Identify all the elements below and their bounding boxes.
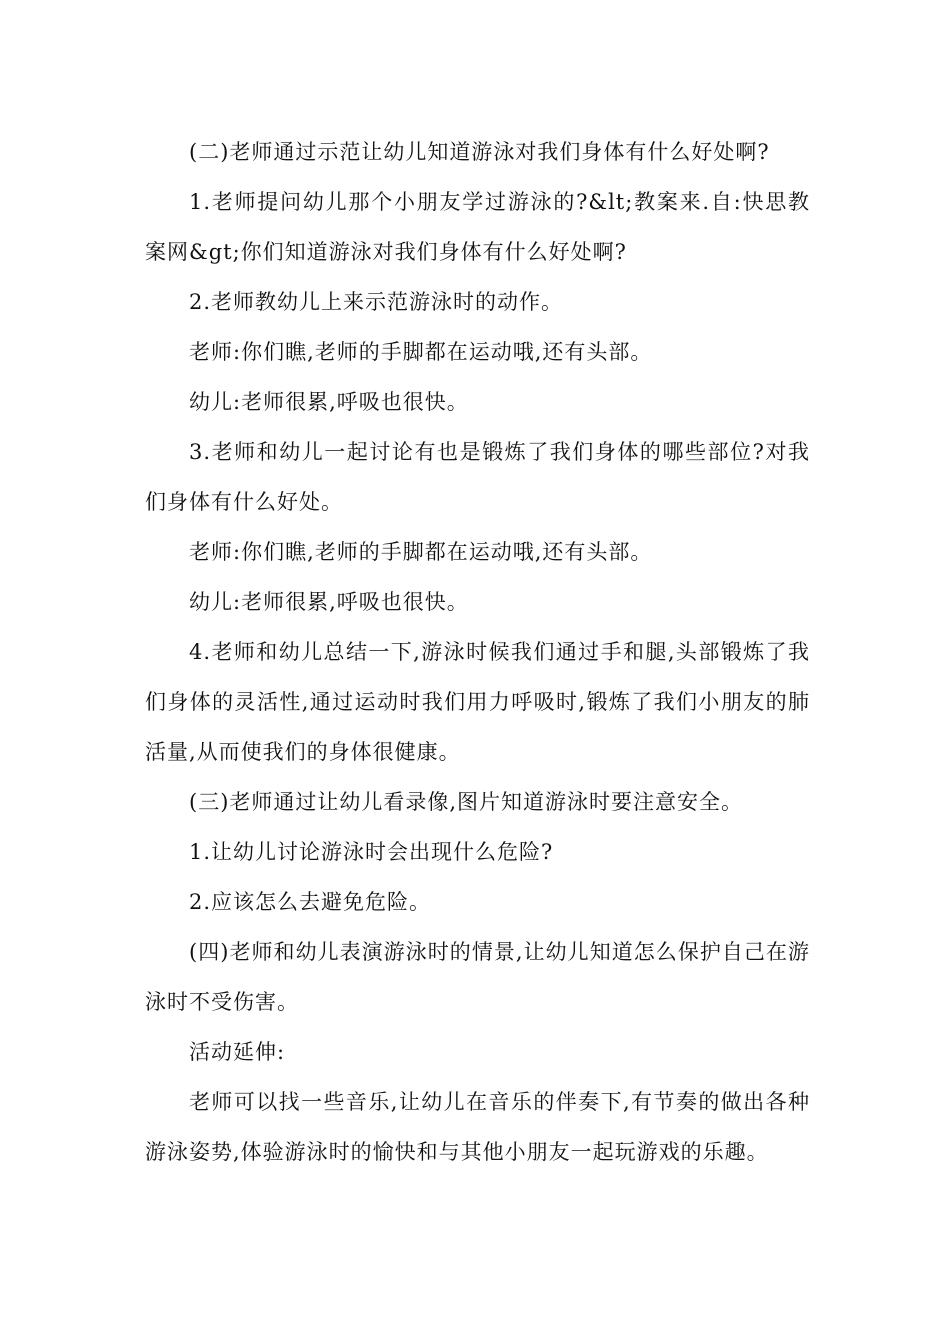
section-heading-2: (二)老师通过示范让幼儿知道游泳对我们身体有什么好处啊? <box>189 140 770 164</box>
extension-paragraph: 老师可以找一些音乐,让幼儿在音乐的伴奏下,有节奏的做出各种游泳姿势,体验游泳时的愉快和与其他小朋友一起玩游戏的乐趣。 <box>145 1090 810 1164</box>
paragraph-item-2: 2.应该怎么去避免危险。 <box>189 890 432 914</box>
paragraph-item-3: 3.老师和幼儿一起讨论有也是锻炼了我们身体的哪些部位?对我们身体有什么好处。 <box>145 440 810 514</box>
section-heading-3: (三)老师通过让幼儿看录像,图片知道游泳时要注意安全。 <box>189 790 744 814</box>
extension-heading: 活动延伸: <box>189 1040 286 1064</box>
document-body <box>145 127 810 1177</box>
paragraph-item-4: 4.老师和幼儿总结一下,游泳时候我们通过手和腿,头部锻炼了我们身体的灵活性,通过运动时我们用力呼吸时,锻炼了我们小朋友的肺活量,从而使我们的身体很健康。 <box>145 640 810 764</box>
dialogue-child: 幼儿:老师很累,呼吸也很快。 <box>189 590 469 614</box>
dialogue-teacher: 老师:你们瞧,老师的手脚都在运动哦,还有头部。 <box>189 340 653 364</box>
dialogue-child: 幼儿:老师很累,呼吸也很快。 <box>189 390 469 414</box>
dialogue-teacher: 老师:你们瞧,老师的手脚都在运动哦,还有头部。 <box>189 540 653 564</box>
section-heading-4: (四)老师和幼儿表演游泳时的情景,让幼儿知道怎么保护自己在游泳时不受伤害。 <box>145 940 810 1014</box>
paragraph-item-1: 1.让幼儿讨论游泳时会出现什么危险? <box>189 840 554 864</box>
paragraph-item-1: 1.老师提问幼儿那个小朋友学过游泳的?&lt;教案来.自:快思教案网&gt;你们知道游泳对我们身体有什么好处啊? <box>145 190 810 264</box>
paragraph-item-2: 2.老师教幼儿上来示范游泳时的动作。 <box>189 290 564 314</box>
